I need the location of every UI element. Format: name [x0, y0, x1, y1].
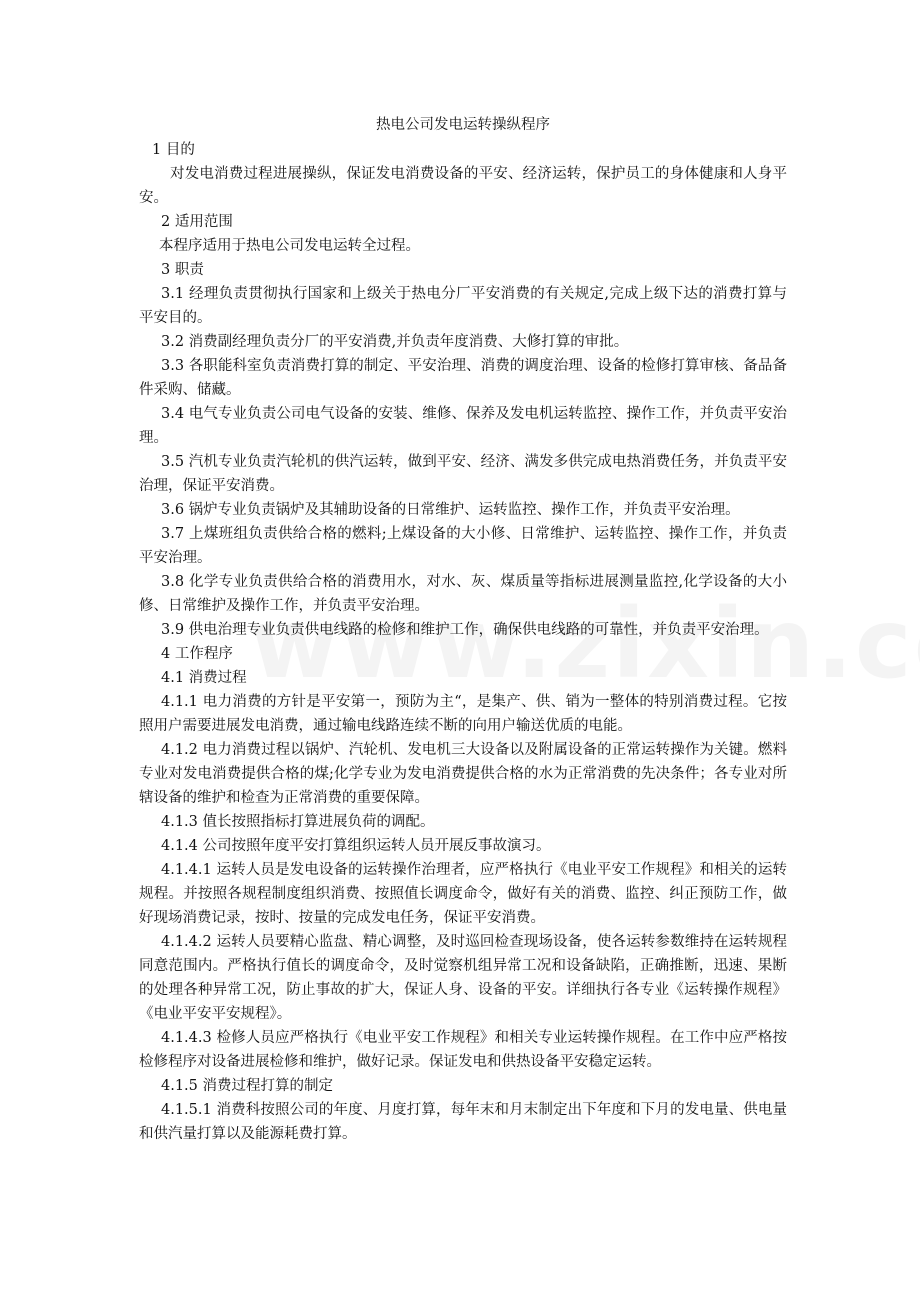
paragraph-p10: 3.5 汽机专业负责汽轮机的供汽运转，做到平安、经济、满发多供完成电热消费任务，并负责平安治理，保证平安消费。	[139, 454, 787, 494]
paragraph-p2: 对发电消费过程进展操纵，保证发电消费设备的平安、经济运转，保护员工的身体健康和人身平安。	[139, 166, 787, 206]
paragraph-p18: 4.1.2 电力消费过程以锅炉、汽轮机、发电机三大设备以及附属设备的正常运转操作为关键。燃料专业对发电消费提供合格的煤;化学专业为发电消费提供合格的水为正常消费的先决条件；各专业对所辖设备的维护和检查为正常消费的重要保障。	[139, 742, 787, 806]
paragraph-p8: 3.3 各职能科室负责消费打算的制定、平安治理、消费的调度治理、设备的检修打算审核、备品备件采购、储藏。	[139, 358, 787, 398]
paragraph-p21: 4.1.4.1 运转人员是发电设备的运转操作治理者，应严格执行《电业平安工作规程》和相关的运转规程。并按照各规程制度组织消费、按照值长调度命令，做好有关的消费、监控、纠正预防工作，做好现场消费记录，按时、按量的完成发电任务，保证平安消费。	[139, 862, 787, 926]
paragraph-p19: 4.1.3 值长按照指标打算进展负荷的调配。	[161, 814, 435, 830]
paragraph-p23: 4.1.4.3 检修人员应严格执行《电业平安工作规程》和相关专业运转操作规程。在工作中应严格按检修程序对设备进展检修和维护，做好记录。保证发电和供热设备平安稳定运转。	[139, 1030, 787, 1070]
paragraph-p4: 本程序适用于热电公司发电运转全过程。	[159, 238, 420, 254]
paragraph-p1: 1 目的	[152, 142, 195, 158]
paragraph-p13: 3.8 化学专业负责供给合格的消费用水，对水、灰、煤质量等指标进展测量监控,化学设备的大小修、日常维护及操作工作，并负责平安治理。	[139, 574, 787, 614]
paragraph-p17: 4.1.1 电力消费的方针是平安第一，预防为主“，是集产、供、销为一整体的特别消费过程。它按照用户需要进展发电消费，通过输电线路连续不断的向用户输送优质的电能。	[139, 694, 787, 734]
paragraph-p6: 3.1 经理负责贯彻执行国家和上级关于热电分厂平安消费的有关规定,完成上级下达的消费打算与平安目的。	[139, 286, 787, 326]
paragraph-list	[139, 138, 787, 1146]
paragraph-p25: 4.1.5.1 消费科按照公司的年度、月度打算，每年末和月末制定出下年度和下月的发电量、供电量和供汽量打算以及能源耗费打算。	[139, 1102, 787, 1142]
paragraph-p5: 3 职责	[161, 262, 204, 278]
paragraph-p7: 3.2 消费副经理负责分厂的平安消费,并负责年度消费、大修打算的审批。	[161, 334, 629, 350]
paragraph-p12: 3.7 上煤班组负责供给合格的燃料;上煤设备的大小修、日常维护、运转监控、操作工作，并负责平安治理。	[139, 526, 787, 566]
paragraph-p22: 4.1.4.2 运转人员要精心监盘、精心调整，及时巡回检查现场设备，使各运转参数维持在运转规程同意范围内。严格执行值长的调度命令，及时觉察机组异常工况和设备缺陷，正确推断，迅速、果断的处理各种异常工况，防止事故的扩大，保证人身、设备的平安。详细执行各专业《运转操作规程》《电业平安平安规程》。	[139, 934, 787, 1022]
document-title: 热电公司发电运转操纵程序	[376, 117, 550, 133]
document-body	[139, 112, 787, 1146]
paragraph-p9: 3.4 电气专业负责公司电气设备的安装、维修、保养及发电机运转监控、操作工作，并负责平安治理。	[139, 406, 787, 446]
paragraph-p3: 2 适用范围	[161, 214, 233, 230]
paragraph-p11: 3.6 锅炉专业负责锅炉及其辅助设备的日常维护、运转监控、操作工作，并负责平安治理。	[161, 502, 740, 518]
paragraph-p24: 4.1.5 消费过程打算的制定	[161, 1078, 334, 1094]
paragraph-p14: 3.9 供电治理专业负责供电线路的检修和维护工作，确保供电线路的可靠性，并负责平安治理。	[161, 622, 769, 638]
paragraph-p20: 4.1.4 公司按照年度平安打算组织运转人员开展反事故演习。	[161, 838, 551, 854]
paragraph-p15: 4 工作程序	[161, 646, 233, 662]
paragraph-p16: 4.1 消费过程	[161, 670, 247, 686]
